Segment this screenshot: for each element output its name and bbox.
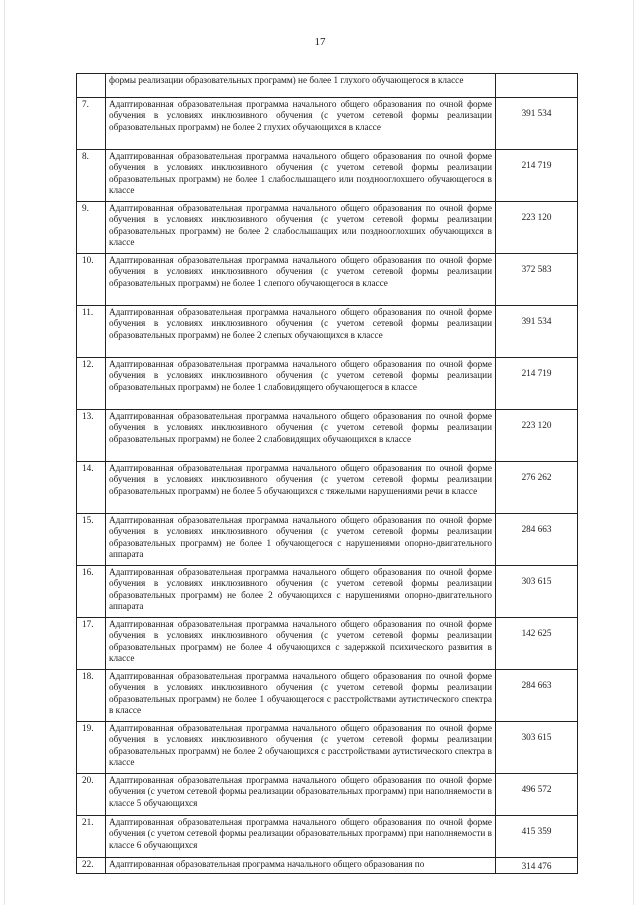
- program-description: Адаптированная образовательная программа начального общего образования по очной форме обучения в условиях инклюзивного обучения (с учетом сетевой формы реализации образовательных программ) не более 2 обучающихся с нарушениями опорно-двигательного аппарата: [106, 566, 496, 618]
- row-number: 14.: [77, 462, 106, 514]
- row-number: 12.: [77, 358, 106, 410]
- cost-value: 415 359: [496, 816, 578, 858]
- tariff-table: [76, 73, 578, 874]
- row-number: [77, 74, 106, 98]
- table-row: [77, 722, 578, 774]
- cost-value: 391 534: [496, 98, 578, 150]
- cost-value: 284 663: [496, 514, 578, 566]
- table-row: [77, 462, 578, 514]
- program-description: Адаптированная образовательная программа начального общего образования по очной форме обучения в условиях инклюзивного обучения (с учетом сетевой формы реализации образовательных программ) не более 1 слепого обучающегося в классе: [106, 254, 496, 306]
- table-row: [77, 514, 578, 566]
- cost-value: 284 663: [496, 670, 578, 722]
- row-number: 22.: [77, 858, 106, 874]
- table-row: [77, 774, 578, 816]
- row-number: 8.: [77, 150, 106, 202]
- cost-value: 223 120: [496, 202, 578, 254]
- row-number: 17.: [77, 618, 106, 670]
- table-row: [77, 816, 578, 858]
- table-row: [77, 618, 578, 670]
- program-description: Адаптированная образовательная программа начального общего образования по: [106, 858, 496, 874]
- table-row: [77, 202, 578, 254]
- row-number: 19.: [77, 722, 106, 774]
- table-row: [77, 254, 578, 306]
- program-description: Адаптированная образовательная программа начального общего образования по очной форме обучения в условиях инклюзивного обучения (с учетом сетевой формы реализации образовательных программ) не более 2 глухих обучающихся в классе: [106, 98, 496, 150]
- cost-value: 303 615: [496, 722, 578, 774]
- program-description: Адаптированная образовательная программа начального общего образования по очной форме обучения в условиях инклюзивного обучения (с учетом сетевой формы реализации образовательных программ) не более 5 обучающихся с тяжелыми нарушениями речи в классе: [106, 462, 496, 514]
- table-row: [77, 306, 578, 358]
- cost-value: 372 583: [496, 254, 578, 306]
- program-description: Адаптированная образовательная программа начального общего образования по очной форме обучения (с учетом сетевой формы реализации образовательных программ) при наполняемости в классе 6 обучающихся: [106, 816, 496, 858]
- program-description: Адаптированная образовательная программа начального общего образования по очной форме обучения в условиях инклюзивного обучения (с учетом сетевой формы реализации образовательных программ) не более 1 обучающегося с расстройствами аутистического спектра в классе: [106, 670, 496, 722]
- program-description: формы реализации образовательных программ) не более 1 глухого обучающегося в классе: [106, 74, 496, 98]
- row-number: 13.: [77, 410, 106, 462]
- cost-value: 496 572: [496, 774, 578, 816]
- table-row: [77, 74, 578, 98]
- scan-edge-left: [4, 0, 5, 905]
- table-row: [77, 98, 578, 150]
- page-number: 17: [314, 36, 326, 48]
- cost-value: [496, 74, 578, 98]
- row-number: 10.: [77, 254, 106, 306]
- table-row: [77, 150, 578, 202]
- row-number: 7.: [77, 98, 106, 150]
- program-description: Адаптированная образовательная программа начального общего образования по очной форме обучения в условиях инклюзивного обучения (с учетом сетевой формы реализации образовательных программ) не более 1 обучающегося с нарушениями опорно-двигательного аппарата: [106, 514, 496, 566]
- row-number: 15.: [77, 514, 106, 566]
- cost-value: 142 625: [496, 618, 578, 670]
- program-description: Адаптированная образовательная программа начального общего образования по очной форме обучения в условиях инклюзивного обучения (с учетом сетевой формы реализации образовательных программ) не более 1 слабовидящего обучающегося в классе: [106, 358, 496, 410]
- table-row: [77, 858, 578, 874]
- program-description: Адаптированная образовательная программа начального общего образования по очной форме обучения (с учетом сетевой формы реализации образовательных программ) при наполняемости в классе 5 обучающихся: [106, 774, 496, 816]
- table-row: [77, 670, 578, 722]
- row-number: 16.: [77, 566, 106, 618]
- table-row: [77, 358, 578, 410]
- cost-value: 276 262: [496, 462, 578, 514]
- row-number: 21.: [77, 816, 106, 858]
- cost-value: 391 534: [496, 306, 578, 358]
- scan-edge-right: [633, 0, 634, 905]
- cost-value: 303 615: [496, 566, 578, 618]
- row-number: 20.: [77, 774, 106, 816]
- program-description: Адаптированная образовательная программа начального общего образования по очной форме обучения в условиях инклюзивного обучения (с учетом сетевой формы реализации образовательных программ) не более 4 обучающихся с задержкой психического развития в классе: [106, 618, 496, 670]
- program-description: Адаптированная образовательная программа начального общего образования по очной форме обучения в условиях инклюзивного обучения (с учетом сетевой формы реализации образовательных программ) не более 2 слабослышащих или позднооглохших обучающихся в классе: [106, 202, 496, 254]
- row-number: 9.: [77, 202, 106, 254]
- cost-value: 314 476: [496, 858, 578, 874]
- program-description: Адаптированная образовательная программа начального общего образования по очной форме обучения в условиях инклюзивного обучения (с учетом сетевой формы реализации образовательных программ) не более 2 слабовидящих обучающихся в классе: [106, 410, 496, 462]
- row-number: 18.: [77, 670, 106, 722]
- cost-value: 223 120: [496, 410, 578, 462]
- program-description: Адаптированная образовательная программа начального общего образования по очной форме обучения в условиях инклюзивного обучения (с учетом сетевой формы реализации образовательных программ) не более 2 слепых обучающихся в классе: [106, 306, 496, 358]
- cost-value: 214 719: [496, 150, 578, 202]
- cost-value: 214 719: [496, 358, 578, 410]
- table-row: [77, 566, 578, 618]
- program-description: Адаптированная образовательная программа начального общего образования по очной форме обучения в условиях инклюзивного обучения (с учетом сетевой формы реализации образовательных программ) не более 1 слабослышащего или позднооглохшего обучающегося в классе: [106, 150, 496, 202]
- row-number: 11.: [77, 306, 106, 358]
- program-description: Адаптированная образовательная программа начального общего образования по очной форме обучения в условиях инклюзивного обучения (с учетом сетевой формы реализации образовательных программ) не более 2 обучающихся с расстройствами аутистического спектра в классе: [106, 722, 496, 774]
- table-row: [77, 410, 578, 462]
